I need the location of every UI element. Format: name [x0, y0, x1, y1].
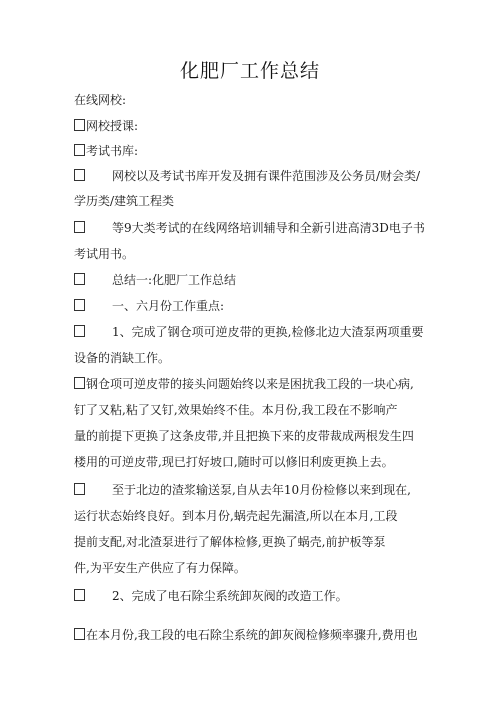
text-line	[74, 246, 134, 262]
text-line	[74, 350, 170, 366]
checkbox-glyph-icon	[74, 377, 85, 389]
checkbox-glyph-icon	[74, 589, 85, 601]
text-line	[74, 560, 246, 576]
text-line	[74, 272, 236, 288]
text-line	[74, 588, 348, 604]
text: 至于北边的渣浆输送泵,自从去年10月份检修以来到现在,	[112, 483, 411, 497]
text: 量的前提下更换了这条皮带,并且把换下来的皮带裁成两根发生四	[74, 429, 414, 443]
text: 设备的消缺工作。	[74, 351, 171, 365]
checkbox-glyph-icon	[74, 144, 85, 156]
checkbox-glyph-icon	[74, 119, 85, 131]
text-line	[74, 376, 414, 392]
text: 网校以及考试书库开发及拥有课件范围涉及公务员/财会类/	[112, 169, 421, 183]
section-heading: 一、六月份工作重点:	[112, 299, 225, 313]
text: 楼用的可逆皮带,现已打好坡口,随时可以修旧利废更换上去。	[74, 455, 394, 469]
text-line	[74, 508, 397, 524]
text: 1、完成了钢仓项可逆皮带的更换,检修北边大渣泵两项重要	[112, 325, 424, 339]
document-title: 化肥厂工作总结	[179, 60, 320, 82]
text-line	[74, 168, 420, 184]
text: 提前支配,对北渣泵进行了解体检修,更换了蜗壳,前护板等泵	[74, 535, 386, 549]
text: 学历类/建筑工程类	[74, 194, 175, 208]
checkbox-glyph-icon	[74, 299, 85, 311]
text-line	[74, 193, 174, 209]
text-line	[74, 118, 138, 134]
checkbox-glyph-icon	[74, 325, 85, 337]
text-line	[74, 454, 394, 470]
text-line	[74, 92, 126, 108]
text-line	[74, 324, 423, 340]
checkbox-glyph-icon	[74, 483, 85, 495]
text: 在线网校:	[74, 93, 127, 107]
text: 等9大类考试的在线网络培训辅导和全新引进高清3D电子书	[112, 221, 425, 235]
text-line	[74, 428, 414, 444]
text-line	[74, 220, 425, 236]
text-line	[74, 627, 418, 643]
text-line	[74, 402, 397, 418]
text-line	[74, 482, 411, 498]
text: 钢仓项可逆皮带的接头问题始终以来是困扰我工段的一块心病,	[86, 377, 414, 391]
text: 考试用书。	[74, 247, 135, 261]
checkbox-glyph-icon	[74, 628, 85, 640]
text: 2、完成了电石除尘系统卸灰阀的改造工作。	[112, 589, 348, 603]
section-heading: 总结一:化肥厂工作总结	[112, 273, 237, 287]
checkbox-glyph-icon	[74, 221, 85, 233]
text: 网校授课:	[86, 119, 139, 133]
text-line	[74, 143, 138, 159]
text-line	[74, 298, 224, 314]
text: 运行状态始终良好。到本月份,蜗壳起先漏渣,所以在本月,工段	[74, 509, 398, 523]
checkbox-glyph-icon	[74, 169, 85, 181]
text: 件,为平安生产供应了有力保障。	[74, 561, 246, 575]
text-line	[74, 534, 385, 550]
text: 在本月份,我工段的电石除尘系统的卸灰阀检修频率骤升,费用也	[86, 628, 418, 642]
text: 考试书库:	[86, 144, 139, 158]
checkbox-glyph-icon	[74, 273, 85, 285]
text: 钉了又粘,粘了又钉,效果始终不佳。本月份,我工段在不影响产	[74, 403, 398, 417]
